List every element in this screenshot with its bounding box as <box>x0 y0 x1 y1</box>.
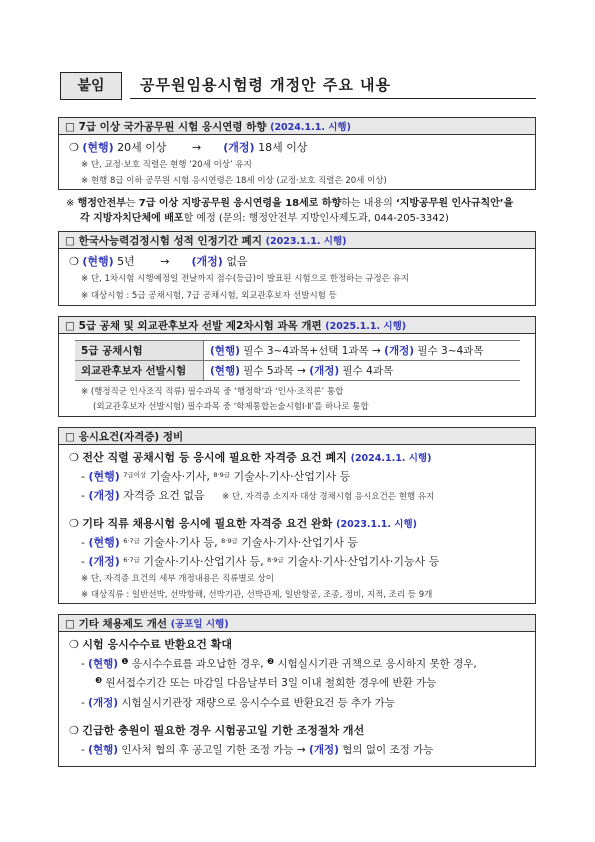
current-label: (현행) <box>88 744 119 756</box>
section-1-title <box>58 117 536 135</box>
section-1-box <box>58 134 536 190</box>
grade-superscript: 8·9급 <box>267 556 284 564</box>
exam-name: 외교관후보자 선발시험 <box>75 361 204 381</box>
revised-value: 필수 3~4과목 <box>414 345 484 357</box>
table-row <box>75 361 520 381</box>
point-2-text: 기타 직류 채용시험 응시에 필요한 자격증 요건 완화 <box>82 517 337 530</box>
revised-label: (개정) <box>88 489 120 502</box>
notice-ministry: 행정안전부 <box>77 198 126 209</box>
revised-label: (개정) <box>309 744 339 756</box>
section-5-point-1 <box>69 636 232 652</box>
revised-value: 필수 4과목 <box>339 365 394 377</box>
section-2-title-text: □ 한국사능력검정시험 성적 인정기간 폐지 <box>65 235 262 247</box>
section-5-title-text: □ 기타 채용제도 개선 <box>65 618 168 630</box>
point-2-revised: - (개정) $^{6\cdot 7급}$ 기술사·기사·산업기사 등, $^{8\cdot 9급}$ 기술사·기사·산업기사·기능사 등 <box>81 555 440 568</box>
section-5-point-2 <box>69 722 364 738</box>
section-5-title <box>58 614 536 632</box>
current-value: 인사처 협의 후 공고일 기한 조정 가능 → <box>118 744 310 756</box>
grade-superscript: 6·7급 <box>123 556 140 564</box>
notice-line-2 <box>80 209 449 224</box>
subject-table <box>75 340 520 381</box>
revised-label: (개정) <box>88 555 120 568</box>
document-title: 공무원임용시험령 개정안 주요 내용 <box>130 72 536 99</box>
revised-value: 자격증 요건 없음 <box>119 489 205 502</box>
current-value: 필수 5과목 → <box>239 365 310 377</box>
point-1-revised: - (개정) 시험실시기관장 재량으로 응시수수료 반환요건 등 추가 가능 <box>81 697 395 709</box>
point-1-current-continued <box>95 675 436 690</box>
grade-superscript: 8·9급 <box>213 471 231 479</box>
current-value: 기술사·기사·산업기사 등 <box>237 536 359 549</box>
section-3-note-2: (외교관후보자 선발시험) 필수과목 중 ‘학제통합논술시험Ⅰ·Ⅱ’를 하나로 통합 <box>93 402 369 412</box>
section-4-box <box>58 444 536 604</box>
point-2-current: - (현행) $^{6\cdot 7급}$ 기술사·기사 등, $^{8\cdot 9급}$ 기술사·기사·산업기사 등 <box>81 536 359 549</box>
bullet-icon: ❍ <box>69 517 83 530</box>
section-3-box <box>58 333 536 417</box>
current-value: 응시수수료를 과오납한 경우, <box>128 658 267 670</box>
notice-text: 는 <box>125 198 139 209</box>
revised-value: 시험실시기관장 재량으로 응시수수료 반환요건 등 추가 가능 <box>118 697 395 709</box>
current-label: (현행) <box>88 658 119 670</box>
notice-rule-name: ‘지방공무원 인사규칙안’을 <box>395 198 514 209</box>
notice-distribution: 각 지방자치단체에 배포 <box>80 213 184 224</box>
revised-note: ※ 단, 자격증 소지자 대상 경채시험 응시요건은 현행 유지 <box>222 492 435 502</box>
section-2-note-2: ※ 대상시험 : 5급 공채시험, 7급 공채시험, 외교관후보자 선발시험 등 <box>81 291 337 301</box>
circled-number-icon: ❷ <box>266 657 275 666</box>
exam-name: 5급 공채시험 <box>75 341 204 361</box>
section-2-note-1: ※ 단, 1차시험 시행예정일 전날까지 점수(등급)이 발표된 시험으로 한정하는 규정은 유지 <box>81 274 410 284</box>
section-1-title-text: □ 7급 이상 국가공무원 시험 응시연령 하향 <box>65 121 267 133</box>
arrow-icon: → <box>192 141 202 154</box>
notice-highlight: 7급 이상 지방공무원 응시연령을 18세로 하향 <box>138 198 342 209</box>
point-2-text: 긴급한 충원이 필요한 경우 시험공고일 기한 조정절차 개선 <box>82 724 365 737</box>
current-label: (현행) <box>82 141 114 154</box>
revised-label: (개정) <box>88 697 119 709</box>
current-label: (현행) <box>210 365 240 377</box>
revised-label: (개정) <box>384 345 415 357</box>
current-label: (현행) <box>82 255 114 268</box>
section-3-title <box>58 316 536 334</box>
current-value: 원서접수기간 또는 마감일 다음날부터 3일 이내 철회한 경우에 반환 가능 <box>102 677 437 689</box>
current-value: 기술사·기사 등, <box>139 536 222 549</box>
notice-line-1 <box>66 194 513 209</box>
section-5-box <box>58 631 536 767</box>
revised-label: (개정) <box>309 365 340 377</box>
section-1-date: (2024.1.1. 시행) <box>270 122 351 133</box>
point-1-revised: - (개정) 자격증 요건 없음 ※ 단, 자격증 소지자 대상 경채시험 응시요건은 현행 유지 <box>81 489 435 502</box>
notice-text: 하는 내용의 <box>341 198 396 209</box>
section-2-change <box>69 253 248 269</box>
bullet-icon: ❍ <box>69 255 83 268</box>
point-1-text: 시험 응시수수료 반환요건 확대 <box>82 638 232 651</box>
section-1-note-2: ※ 현행 8급 이하 공무원 시험 응시연령은 18세 이상 (교정·보호 직렬은 20세 이상) <box>81 176 387 186</box>
bullet-icon: ❍ <box>69 638 83 651</box>
point-1-current: - (현행) $^{7급이상}$ 기술사·기사, $^{8\cdot 9급}$ 기술사·기사·산업기사 등 <box>81 470 351 483</box>
section-2-date: (2023.1.1. 시행) <box>265 236 347 247</box>
circled-number-icon: ❶ <box>121 657 129 666</box>
grade-superscript: 8·9급 <box>221 537 238 545</box>
point-1-text: 전산 직렬 공채시험 등 응시에 필요한 자격증 요건 폐지 <box>82 451 351 464</box>
section-3-note-1: ※ (행정직군 인사조직 직류) 필수과목 중 ‘행정학’과 ‘인사·조직론’ 통합 <box>81 387 344 397</box>
section-4-title-text: □ 응시요건(자격증) 정비 <box>65 431 184 443</box>
subject-change <box>204 341 521 361</box>
section-1-note-1: ※ 단, 교정·보호 직렬은 현행 ‘20세 이상’ 유지 <box>81 160 252 170</box>
current-label: (현행) <box>88 536 120 549</box>
point-2-change: - (현행) 인사처 협의 후 공고일 기한 조정 가능 → (개정) 협의 없이 조정 가능 <box>81 744 434 756</box>
table-row <box>75 341 520 361</box>
point-2-date: (2023.1.1. 시행) <box>336 519 417 530</box>
point-1-date: (2024.1.1. 시행) <box>350 453 432 464</box>
revised-value: 기술사·기사·산업기사 등, <box>139 555 268 568</box>
current-label: (현행) <box>210 345 240 357</box>
current-value: 5년 <box>113 255 135 268</box>
revised-label: (개정) <box>223 141 255 154</box>
section-2-title <box>58 231 536 249</box>
section-2-box <box>58 248 536 306</box>
section-4-point-2 <box>69 515 417 531</box>
bullet-icon: ❍ <box>69 724 83 737</box>
current-value: 20세 이상 <box>113 141 167 154</box>
section-3-title-text: □ 5급 공채 및 외교관후보자 선발 제2차시험 과목 개편 <box>65 320 322 332</box>
section-1-change <box>69 139 307 155</box>
bullet-icon: ❍ <box>69 451 83 464</box>
current-label: (현행) <box>88 470 120 483</box>
grade-superscript: 7급이상 <box>123 471 147 479</box>
section-4-note-2: ※ 대상직류 : 일반선박, 선박항해, 선박기관, 선박관제, 일반항공, 조종, 정비, 지적, 조리 등 9개 <box>81 590 433 600</box>
section-4-note-1: ※ 단, 자격증 요건의 세부 개정내용은 직류별로 상이 <box>81 574 274 584</box>
section-4-title <box>58 427 536 445</box>
section-3-date: (2025.1.1. 시행) <box>325 321 407 332</box>
revised-value: 없음 <box>222 255 248 268</box>
revised-value: 18세 이상 <box>254 141 308 154</box>
section-5-date: (공포일 시행) <box>170 619 229 630</box>
revised-label: (개정) <box>191 255 223 268</box>
section-4-point-1 <box>69 449 431 465</box>
revised-value: 기술사·기사·산업기사·기능사 등 <box>283 555 440 568</box>
circled-number-icon: ❸ <box>95 676 103 685</box>
current-value: 기술사·기사·산업기사 등 <box>230 470 351 483</box>
point-1-current: - (현행) $^❶$ 응시수수료를 과오납한 경우, $^❷$ 시험실시기관 귀책으로 응시하지 못한 경우, <box>81 657 477 670</box>
document-header <box>60 72 536 100</box>
current-value: 필수 3~4과목+선택 1과목 → <box>239 345 385 357</box>
subject-change <box>204 361 521 381</box>
notice-contact: 할 예정 (문의: 행정안전부 지방인사제도과, 044-205-3342) <box>183 213 449 224</box>
arrow-icon: → <box>160 255 170 268</box>
current-value: 시험실시기관 귀책으로 응시하지 못한 경우, <box>274 658 477 670</box>
attachment-tag: 붙임 <box>60 72 122 100</box>
current-value: 기술사·기사, <box>146 470 214 483</box>
grade-superscript: 6·7급 <box>123 537 140 545</box>
bullet-icon: ❍ <box>69 141 83 154</box>
notice-mark: ※ <box>66 198 75 209</box>
revised-value: 협의 없이 조정 가능 <box>338 744 434 756</box>
